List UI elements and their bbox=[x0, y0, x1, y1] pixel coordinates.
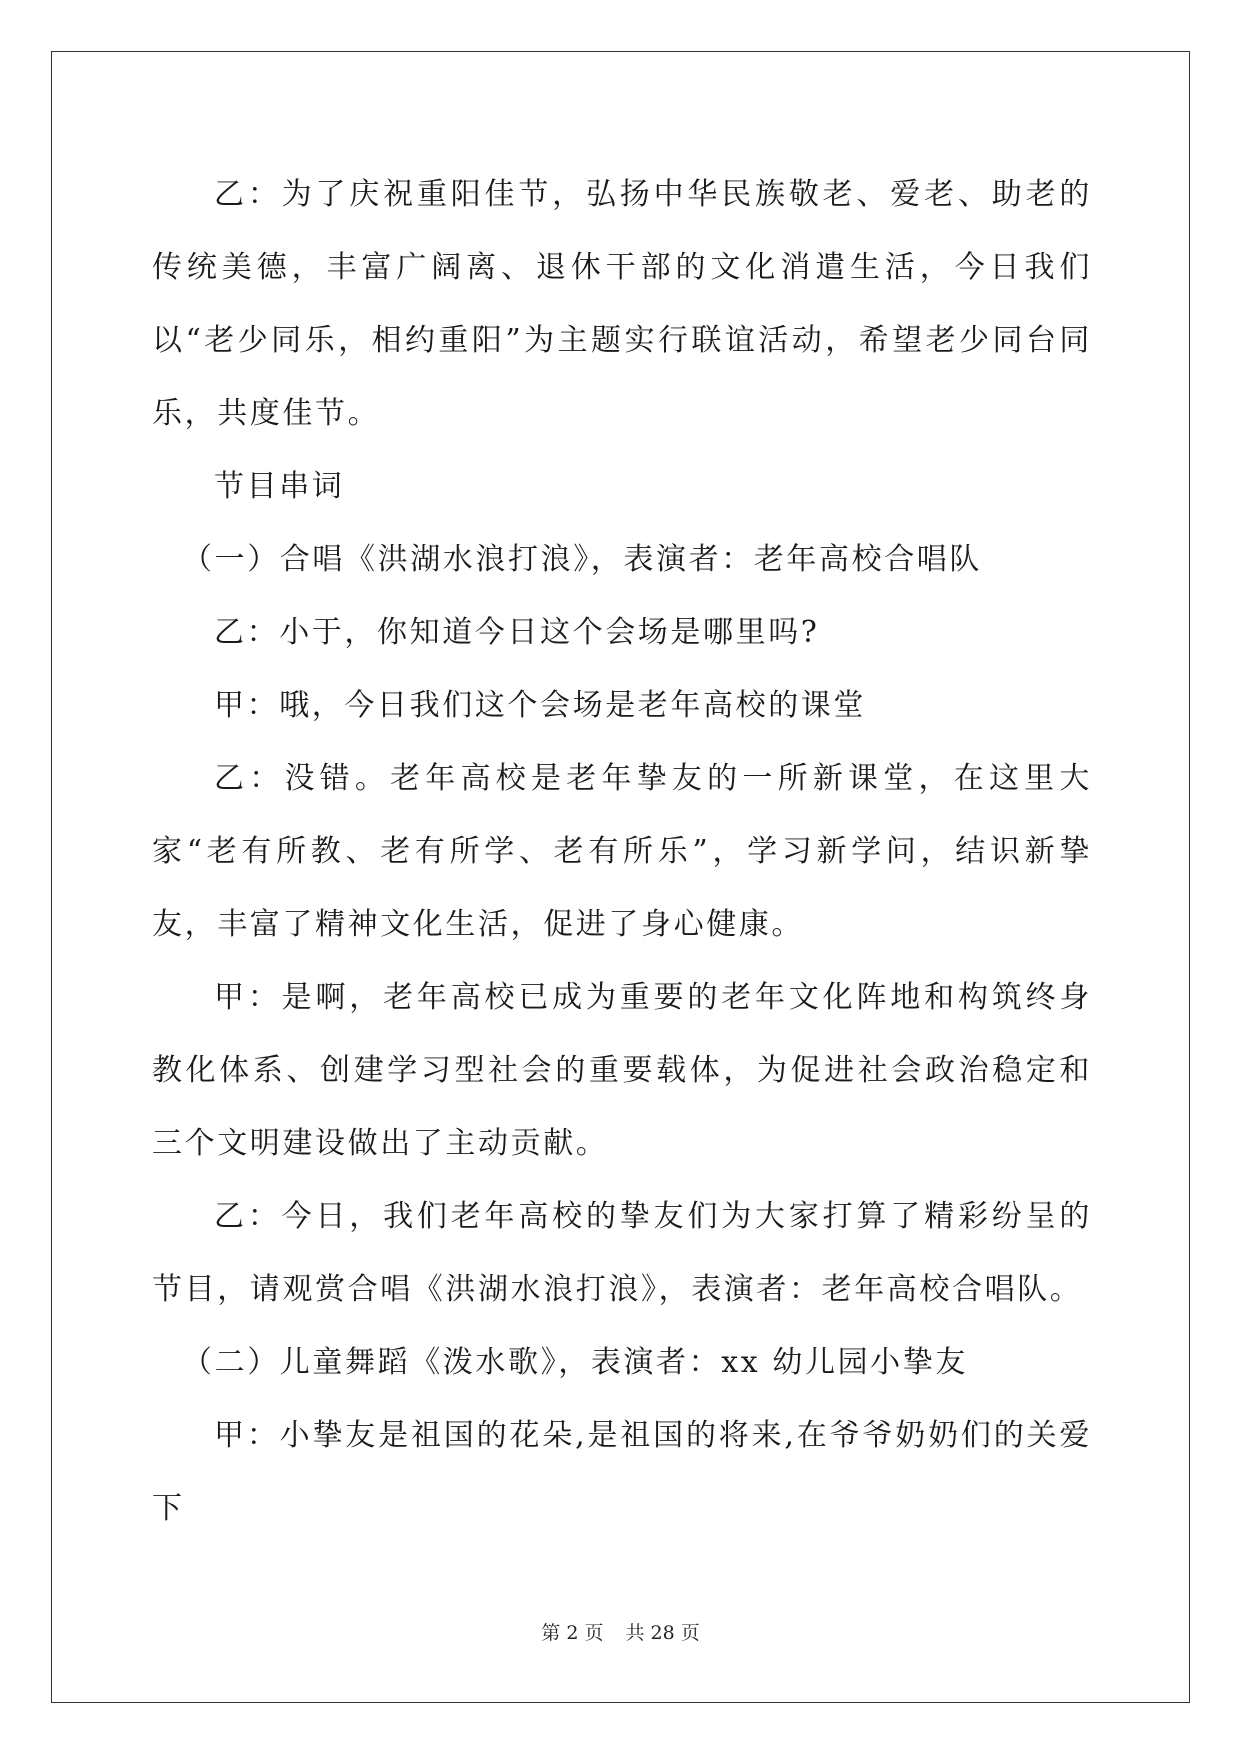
document-body bbox=[152, 158, 1092, 1545]
paragraph-opening: 乙：为了庆祝重阳佳节，弘扬中华民族敬老、爱老、助老的传统美德，丰富广阔离、退休干部的文化消遣生活，今日我们以“老少同乐，相约重阳”为主题实行联谊活动，希望老少同台同乐，共度佳节。 bbox=[152, 177, 1092, 431]
paragraph-section-title: 节目串词 bbox=[214, 469, 345, 504]
paragraph-program-1: （一）合唱《洪湖水浪打浪》，表演者：老年高校合唱队 bbox=[182, 542, 982, 577]
paragraph-program-2: （二）儿童舞蹈《泼水歌》，表演者：xx 幼儿园小挚友 bbox=[182, 1345, 968, 1380]
page-footer bbox=[0, 1618, 1241, 1645]
paragraph-dialogue: 乙：今日，我们老年高校的挚友们为大家打算了精彩纷呈的节目，请观赏合唱《洪湖水浪打浪》，表演者：老年高校合唱队。 bbox=[152, 1199, 1092, 1307]
page-number-current: 第 2 页 bbox=[541, 1622, 604, 1644]
page-number-total: 共 28 页 bbox=[625, 1622, 700, 1644]
paragraph-dialogue: 乙：没错。老年高校是老年挚友的一所新课堂，在这里大家“老有所教、老有所学、老有所乐”，学习新学问，结识新挚友，丰富了精神文化生活，促进了身心健康。 bbox=[152, 761, 1092, 942]
paragraph-dialogue: 甲：小挚友是祖国的花朵,是祖国的将来,在爷爷奶奶们的关爱下 bbox=[152, 1418, 1092, 1526]
paragraph-dialogue: 乙：小于，你知道今日这个会场是哪里吗? bbox=[214, 615, 820, 650]
paragraph-dialogue: 甲：是啊，老年高校已成为重要的老年文化阵地和构筑终身教化体系、创建学习型社会的重要载体，为促进社会政治稳定和三个文明建设做出了主动贡献。 bbox=[152, 980, 1092, 1161]
paragraph-dialogue: 甲：哦，今日我们这个会场是老年高校的课堂 bbox=[214, 688, 866, 723]
